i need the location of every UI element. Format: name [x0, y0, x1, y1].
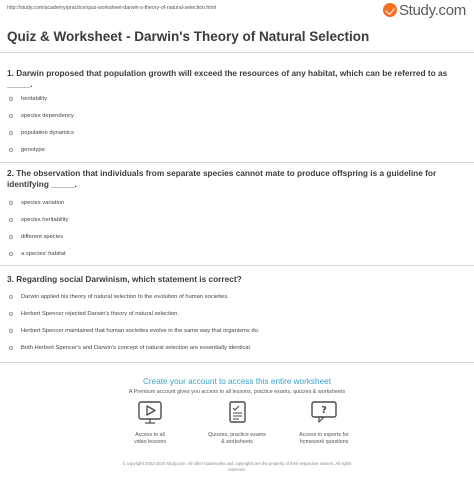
question-3-text: 3. Regarding social Darwinism, which statement is correct? — [7, 274, 242, 284]
answer-option[interactable] — [9, 90, 459, 107]
feature-line: Access to all — [135, 432, 165, 438]
question-2-text: 2. The observation that individuals from separate species cannot mate to produce offspring is a guideline for identifying _____. — [7, 168, 437, 189]
quiz-icon — [218, 400, 256, 430]
question-2-options — [9, 194, 459, 262]
radio-icon[interactable] — [9, 329, 13, 333]
divider — [0, 162, 474, 163]
option-label: Both Herbert Spencer's and Darwin's concept of natural selection are essentially identical. — [21, 344, 252, 351]
answer-option[interactable] — [9, 124, 459, 141]
radio-icon[interactable] — [9, 312, 13, 316]
option-label: different species — [21, 233, 64, 240]
option-label: heritability — [21, 95, 48, 102]
feature-line: video lessons — [133, 439, 167, 445]
option-label: Herbert Spencer rejected Darwin's theory of natural selection. — [21, 310, 180, 317]
radio-icon[interactable] — [9, 131, 13, 135]
expert-help-icon — [305, 400, 343, 430]
radio-icon[interactable] — [9, 201, 13, 205]
page-url: http://study.com/academy/practice/quiz-worksheet-darwin-s-theory-of-natural-selection.html — [7, 5, 217, 11]
question-1-options — [9, 90, 459, 158]
answer-option[interactable] — [9, 288, 459, 305]
answer-option[interactable] — [9, 305, 459, 322]
divider — [0, 52, 474, 53]
video-lesson-icon — [131, 400, 169, 430]
premium-description: A Premium account gives you access to all lessons, practice exams, quizzes & worksheets — [128, 389, 346, 395]
divider — [0, 265, 474, 266]
top-bar — [0, 0, 474, 22]
option-label: Darwin applied his theory of natural selection to the evolution of human societies. — [21, 293, 229, 300]
feature-line: & worksheets — [221, 439, 253, 445]
feature-line: Access to experts for — [299, 432, 349, 438]
answer-option[interactable] — [9, 141, 459, 158]
option-label: species variation — [21, 199, 65, 206]
question-3-options — [9, 288, 459, 356]
copyright-line: reserved. — [228, 467, 246, 472]
option-label: Herbert Spencer maintained that human societies evolve in the same way that organisms do. — [21, 327, 260, 334]
answer-option[interactable] — [9, 339, 459, 356]
answer-option[interactable] — [9, 107, 459, 124]
option-label: a species' habitat — [21, 250, 66, 257]
feature-line: homework questions — [299, 439, 349, 445]
feature-quizzes — [187, 400, 287, 446]
radio-icon[interactable] — [9, 346, 13, 350]
svg-text:?: ? — [321, 405, 327, 416]
feature-video-lessons — [100, 400, 200, 446]
option-label: species dependency — [21, 112, 74, 119]
divider — [0, 362, 474, 363]
radio-icon[interactable] — [9, 235, 13, 239]
answer-option[interactable] — [9, 245, 459, 262]
brand-logo[interactable] — [383, 2, 466, 18]
answer-option[interactable] — [9, 228, 459, 245]
option-label: species heritability — [21, 216, 69, 223]
feature-line: Quizzes, practice exams — [208, 432, 266, 438]
copyright-footer — [0, 461, 474, 473]
feature-experts — [274, 400, 374, 446]
radio-icon[interactable] — [9, 114, 13, 118]
create-account-link[interactable]: Create your account to access this entire worksheet — [143, 377, 331, 386]
option-label: genotype — [21, 146, 45, 153]
radio-icon[interactable] — [9, 97, 13, 101]
radio-icon[interactable] — [9, 148, 13, 152]
answer-option[interactable] — [9, 211, 459, 228]
page-title: Quiz & Worksheet - Darwin's Theory of Natural Selection — [7, 29, 370, 44]
radio-icon[interactable] — [9, 218, 13, 222]
checkmark-logo-icon — [383, 3, 397, 17]
radio-icon[interactable] — [9, 252, 13, 256]
copyright-line: © copyright 2003-2020 Study.com. All other trademarks and copyrights are the property of their respective owners. All rights — [122, 461, 352, 466]
answer-option[interactable] — [9, 194, 459, 211]
option-label: population dynamics — [21, 129, 74, 136]
radio-icon[interactable] — [9, 295, 13, 299]
brand-name: Study.com — [398, 1, 466, 19]
answer-option[interactable] — [9, 322, 459, 339]
question-1-text: 1. Darwin proposed that population growth will exceed the resources of any habitat, which can be referred to as _____. — [7, 68, 448, 89]
